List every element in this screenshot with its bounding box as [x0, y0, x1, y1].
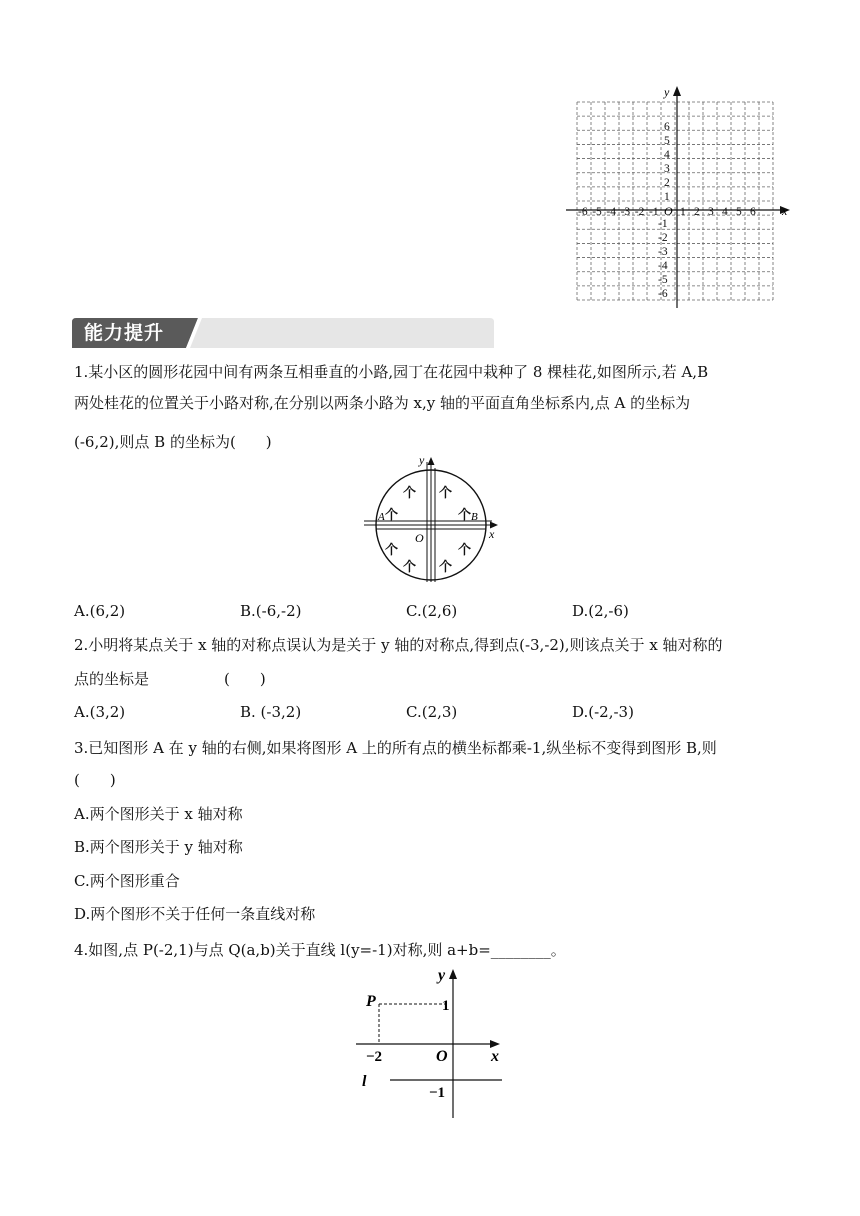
- grid-y-tick-label: -4: [658, 260, 668, 272]
- grid-x-tick-label: -6: [578, 206, 588, 218]
- tree-icon: 个: [439, 559, 453, 574]
- grid-x-tick-label: -1: [649, 206, 659, 218]
- grid-x-label: x: [782, 204, 788, 218]
- grid-y-tick-label: 2: [664, 177, 670, 189]
- grid-x-tick-label: -4: [606, 206, 616, 218]
- garden-figure: [360, 454, 506, 588]
- garden-point-a: A: [378, 511, 385, 523]
- grid-y-tick-label: 3: [664, 163, 670, 175]
- grid-y-tick-label: 4: [664, 149, 670, 161]
- section-title: 能力提升: [84, 322, 165, 344]
- grid-x-tick-label: 5: [736, 206, 742, 218]
- grid-x-tick-label: -2: [634, 206, 645, 218]
- q3-option-b[interactable]: B.两个图形关于 y 轴对称: [74, 838, 243, 856]
- reflection-figure: [352, 964, 512, 1120]
- q3-text-line-1: 3.已知图形 A 在 y 轴的右侧,如果将图形 A 上的所有点的横坐标都乘-1,纵坐标不变得到图形 B,则: [74, 739, 717, 757]
- q1-text-line-2: 两处桂花的位置关于小路对称,在分别以两条小路为 x,y 轴的平面直角坐标系内,点 A 的坐标为: [74, 394, 691, 412]
- q2-option-d[interactable]: D.(-2,-3): [572, 703, 634, 721]
- grid-x-tick-label: -5: [592, 206, 602, 218]
- grid-x-tick-label: 3: [708, 206, 714, 218]
- grid-y-tick-label: -5: [658, 274, 668, 286]
- grid-y-tick-label: 5: [664, 135, 670, 147]
- q1-option-c[interactable]: C.(2,6): [406, 602, 458, 620]
- fig4-point-p: P: [366, 993, 376, 1010]
- fig4-origin: O: [436, 1048, 448, 1065]
- grid-x-tick-label: 4: [722, 206, 728, 218]
- q3-option-c[interactable]: C.两个图形重合: [74, 872, 180, 890]
- q3-text-line-2: ( ): [74, 771, 116, 789]
- grid-y-tick-label: 6: [664, 121, 670, 133]
- q1-text-line-1: 1.某小区的圆形花园中间有两条互相垂直的小路,园丁在花园中栽种了 8 棵桂花,如图所示,若 A,B: [74, 363, 709, 381]
- fig4-tick-neg-two: −2: [366, 1049, 383, 1065]
- q2-option-a[interactable]: A.(3,2): [74, 703, 126, 721]
- garden-y-label: y: [419, 454, 425, 467]
- fig4-y-arrow: [449, 969, 457, 979]
- q1-option-b[interactable]: B.(-6,-2): [240, 602, 302, 620]
- q2-text-line-2: 点的坐标是 ( ): [74, 670, 266, 688]
- grid-x-tick-label: -3: [620, 206, 631, 218]
- garden-point-b: B: [471, 511, 478, 523]
- fig4-y-label: y: [438, 967, 446, 984]
- y-axis-arrow: [673, 86, 681, 96]
- grid-y-tick-label: -2: [658, 232, 668, 244]
- q3-option-a[interactable]: A.两个图形关于 x 轴对称: [74, 805, 243, 823]
- fig4-tick-one: 1: [442, 998, 450, 1014]
- q2-option-c[interactable]: C.(2,3): [406, 703, 458, 721]
- q4-text-line-1: 4.如图,点 P(-2,1)与点 Q(a,b)关于直线 l(y=-1)对称,则 a+b=________。: [74, 941, 566, 959]
- garden-origin: O: [415, 531, 424, 545]
- q1-text-line-3: (-6,2),则点 B 的坐标为( ): [74, 433, 272, 451]
- q1-option-d[interactable]: D.(2,-6): [572, 602, 629, 620]
- tree-icon: 个: [458, 507, 472, 522]
- tree-icon: 个: [403, 485, 417, 500]
- grid-y-tick-label: -3: [658, 246, 668, 258]
- tree-icon: 个: [385, 507, 399, 522]
- fig4-x-arrow: [490, 1040, 500, 1048]
- tree-icon: 个: [403, 559, 417, 574]
- fig4-x-label: x: [491, 1048, 499, 1065]
- grid-y-label: y: [664, 85, 670, 99]
- tree-icon: 个: [458, 542, 472, 557]
- q3-option-d[interactable]: D.两个图形不关于任何一条直线对称: [74, 905, 316, 923]
- grid-y-tick-label: 1: [664, 191, 670, 203]
- q2-text-line-1: 2.小明将某点关于 x 轴的对称点误认为是关于 y 轴的对称点,得到点(-3,-2),则该点关于 x 轴对称的: [74, 636, 723, 654]
- coordinate-grid-figure: [560, 82, 800, 312]
- q2-option-b[interactable]: B. (-3,2): [240, 703, 302, 721]
- q1-option-a[interactable]: A.(6,2): [74, 602, 126, 620]
- grid-y-tick-label: -6: [658, 288, 668, 300]
- fig4-label-l: l: [362, 1073, 367, 1090]
- grid-y-tick-label: -1: [658, 218, 668, 230]
- grid-x-tick-label: 6: [750, 206, 756, 218]
- tree-icon: 个: [439, 485, 453, 500]
- fig4-tick-neg-one: −1: [429, 1085, 446, 1101]
- grid-origin: O: [664, 204, 673, 218]
- grid-x-tick-label: 1: [680, 206, 686, 218]
- grid-x-tick-label: 2: [694, 206, 700, 218]
- garden-x-label: x: [489, 527, 495, 541]
- tree-icon: 个: [385, 542, 399, 557]
